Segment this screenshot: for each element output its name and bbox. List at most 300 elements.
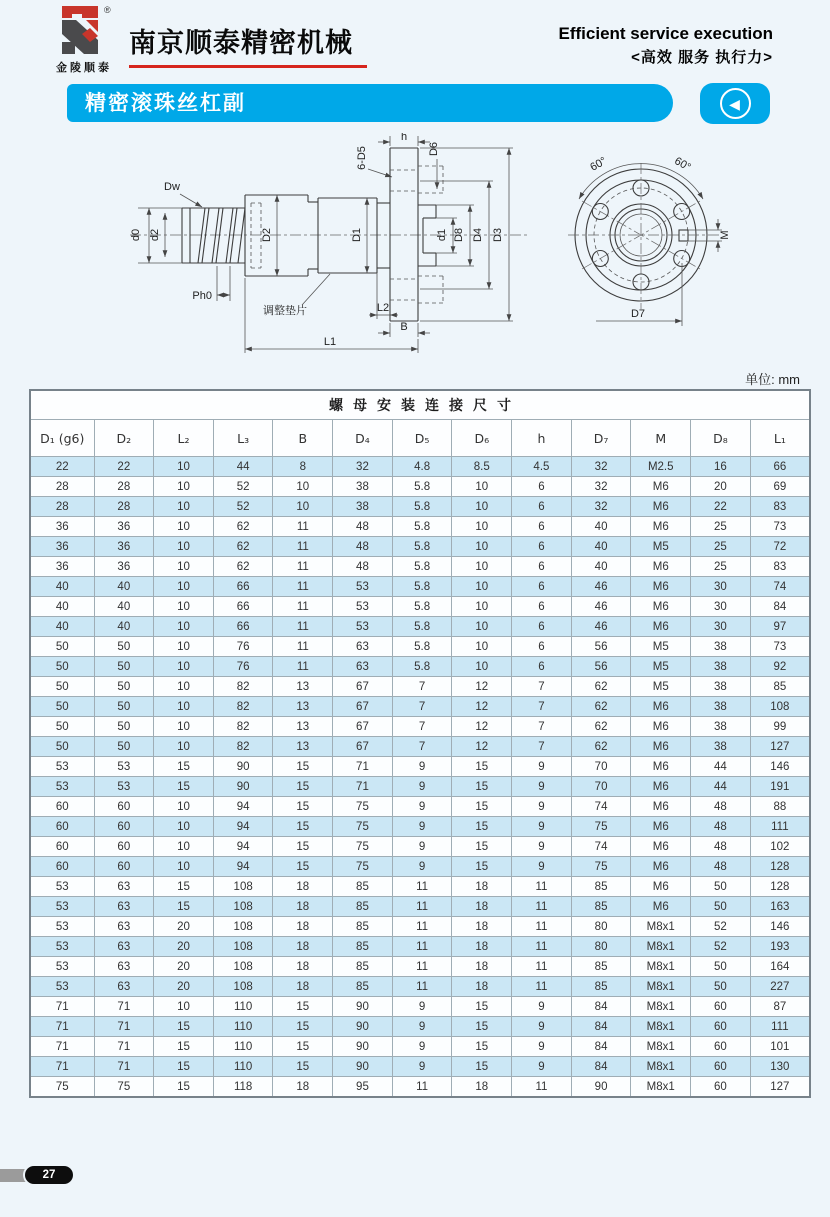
column-header: L₃ <box>213 420 273 457</box>
table-cell: 60 <box>691 1077 751 1098</box>
table-title: 螺母安装连接尺寸 <box>30 390 810 420</box>
table-row <box>30 577 810 597</box>
table-cell: 16 <box>691 457 751 477</box>
table-cell: 22 <box>94 457 154 477</box>
table-cell: 67 <box>333 697 393 717</box>
column-header: D₆ <box>452 420 512 457</box>
svg-text:Dw: Dw <box>164 181 180 193</box>
table-cell: 50 <box>94 637 154 657</box>
table-cell: 71 <box>94 1037 154 1057</box>
table-row <box>30 517 810 537</box>
registered-mark: ® <box>104 5 111 15</box>
back-button[interactable] <box>700 83 770 124</box>
table-cell: 90 <box>333 997 393 1017</box>
table-cell: 50 <box>691 897 751 917</box>
table-cell: 118 <box>213 1077 273 1098</box>
table-cell: 38 <box>691 737 751 757</box>
column-header: L₂ <box>154 420 214 457</box>
table-cell: 6 <box>512 657 572 677</box>
table-cell: 56 <box>571 657 631 677</box>
table-cell: 74 <box>571 837 631 857</box>
table-cell: 71 <box>30 1037 94 1057</box>
table-cell: 10 <box>154 717 214 737</box>
table-cell: 15 <box>273 777 333 797</box>
table-cell: 15 <box>154 1037 214 1057</box>
table-cell: 40 <box>571 517 631 537</box>
table-cell: 128 <box>750 877 810 897</box>
table-cell: 46 <box>571 617 631 637</box>
table-cell: 53 <box>30 977 94 997</box>
table-cell: 18 <box>452 1077 512 1098</box>
table-cell: 10 <box>273 477 333 497</box>
table-cell: 53 <box>30 957 94 977</box>
table-cell: 53 <box>30 877 94 897</box>
table-cell: 11 <box>512 957 572 977</box>
table-cell: M5 <box>631 637 691 657</box>
table-cell: 15 <box>154 1077 214 1098</box>
table-cell: 40 <box>30 617 94 637</box>
table-cell: 85 <box>333 977 393 997</box>
table-cell: 9 <box>392 1017 452 1037</box>
table-cell: 52 <box>213 497 273 517</box>
table-cell: 53 <box>333 577 393 597</box>
table-cell: 71 <box>333 777 393 797</box>
table-cell: 25 <box>691 517 751 537</box>
table-row <box>30 797 810 817</box>
table-cell: 18 <box>273 877 333 897</box>
svg-text:Ph0: Ph0 <box>192 290 212 302</box>
table-cell: 10 <box>452 537 512 557</box>
table-row <box>30 897 810 917</box>
table-cell: 193 <box>750 937 810 957</box>
table-cell: 50 <box>94 657 154 677</box>
table-cell: 40 <box>30 577 94 597</box>
table-cell: 53 <box>30 917 94 937</box>
table-cell: 48 <box>333 517 393 537</box>
table-cell: 66 <box>750 457 810 477</box>
table-cell: 90 <box>333 1037 393 1057</box>
column-header: D₇ <box>571 420 631 457</box>
table-cell: 5.8 <box>392 517 452 537</box>
table-cell: 48 <box>691 817 751 837</box>
table-cell: 5.8 <box>392 557 452 577</box>
table-cell: 40 <box>94 597 154 617</box>
table-cell: 18 <box>273 897 333 917</box>
svg-text:60°: 60° <box>672 155 693 174</box>
table-cell: 46 <box>571 577 631 597</box>
table-cell: 46 <box>571 597 631 617</box>
table-cell: 53 <box>30 937 94 957</box>
table-cell: 10 <box>452 497 512 517</box>
column-header: D₂ <box>94 420 154 457</box>
table-cell: 90 <box>333 1057 393 1077</box>
table-cell: 22 <box>691 497 751 517</box>
table-cell: 20 <box>154 977 214 997</box>
table-cell: 63 <box>94 937 154 957</box>
table-cell: M6 <box>631 837 691 857</box>
table-cell: 11 <box>273 597 333 617</box>
side-view-drawing <box>130 133 530 353</box>
table-row <box>30 537 810 557</box>
table-cell: 11 <box>512 1077 572 1098</box>
table-cell: 146 <box>750 757 810 777</box>
table-cell: 18 <box>273 937 333 957</box>
table-row <box>30 657 810 677</box>
table-row <box>30 857 810 877</box>
table-cell: 76 <box>213 637 273 657</box>
table-row <box>30 817 810 837</box>
table-cell: 80 <box>571 917 631 937</box>
column-header: h <box>512 420 572 457</box>
table-cell: 84 <box>571 1017 631 1037</box>
svg-text:6-D5: 6-D5 <box>356 146 368 170</box>
table-row <box>30 877 810 897</box>
table-cell: 10 <box>154 597 214 617</box>
table-cell: M8x1 <box>631 1077 691 1098</box>
table-cell: M6 <box>631 617 691 637</box>
table-cell: 7 <box>392 677 452 697</box>
table-cell: 18 <box>273 977 333 997</box>
svg-text:D4: D4 <box>472 227 484 243</box>
table-cell: 80 <box>571 937 631 957</box>
table-cell: 15 <box>273 1017 333 1037</box>
table-cell: 10 <box>452 517 512 537</box>
table-cell: 15 <box>273 817 333 837</box>
table-cell: 15 <box>154 1057 214 1077</box>
table-cell: 75 <box>30 1077 94 1098</box>
table-cell: 83 <box>750 497 810 517</box>
table-cell: 110 <box>213 1057 273 1077</box>
table-cell: 48 <box>691 797 751 817</box>
svg-text:D8: D8 <box>453 227 465 243</box>
table-cell: 10 <box>452 557 512 577</box>
table-cell: 11 <box>392 937 452 957</box>
table-cell: 12 <box>452 737 512 757</box>
table-cell: 9 <box>392 1037 452 1057</box>
table-cell: 10 <box>154 737 214 757</box>
table-cell: 62 <box>213 517 273 537</box>
table-cell: 5.8 <box>392 537 452 557</box>
table-cell: 28 <box>94 477 154 497</box>
technical-drawing <box>30 133 805 378</box>
table-cell: 94 <box>213 857 273 877</box>
table-cell: 11 <box>273 517 333 537</box>
table-cell: 11 <box>512 917 572 937</box>
table-cell: 110 <box>213 1017 273 1037</box>
table-cell: 164 <box>750 957 810 977</box>
table-cell: 10 <box>154 657 214 677</box>
table-cell: 85 <box>333 877 393 897</box>
table-cell: 10 <box>154 517 214 537</box>
table-row <box>30 977 810 997</box>
table-cell: 60 <box>30 837 94 857</box>
table-cell: 67 <box>333 677 393 697</box>
table-cell: 94 <box>213 797 273 817</box>
svg-text:h: h <box>400 133 408 143</box>
table-cell: 10 <box>154 677 214 697</box>
table-cell: 71 <box>94 997 154 1017</box>
table-cell: 40 <box>571 537 631 557</box>
table-row <box>30 597 810 617</box>
table-cell: 15 <box>273 1057 333 1077</box>
table-cell: 15 <box>273 857 333 877</box>
table-cell: 36 <box>94 537 154 557</box>
table-cell: 82 <box>213 697 273 717</box>
table-cell: 40 <box>30 597 94 617</box>
table-cell: 38 <box>691 657 751 677</box>
table-cell: M6 <box>631 557 691 577</box>
table-cell: 9 <box>512 1037 572 1057</box>
table-cell: 90 <box>213 757 273 777</box>
table-cell: 50 <box>30 717 94 737</box>
table-cell: 15 <box>273 997 333 1017</box>
table-cell: M5 <box>631 537 691 557</box>
table-cell: 66 <box>213 577 273 597</box>
table-cell: 82 <box>213 737 273 757</box>
table-cell: 90 <box>213 777 273 797</box>
svg-text:D3: D3 <box>492 227 504 243</box>
table-cell: 84 <box>571 997 631 1017</box>
table-cell: 38 <box>691 697 751 717</box>
table-cell: 9 <box>392 777 452 797</box>
svg-text:d0: d0 <box>130 228 142 242</box>
table-cell: M8x1 <box>631 917 691 937</box>
table-cell: 36 <box>30 537 94 557</box>
table-cell: 15 <box>273 1037 333 1057</box>
table-cell: M6 <box>631 577 691 597</box>
table-cell: M8x1 <box>631 1037 691 1057</box>
table-cell: 9 <box>512 997 572 1017</box>
table-cell: 40 <box>94 577 154 597</box>
table-cell: 62 <box>571 717 631 737</box>
table-cell: 11 <box>392 1077 452 1098</box>
table-cell: M5 <box>631 657 691 677</box>
table-cell: 6 <box>512 557 572 577</box>
table-cell: 36 <box>30 557 94 577</box>
table-cell: 52 <box>213 477 273 497</box>
column-header-row <box>30 420 810 457</box>
table-cell: 85 <box>333 937 393 957</box>
table-cell: 84 <box>750 597 810 617</box>
table-cell: 9 <box>392 997 452 1017</box>
table-cell: 6 <box>512 477 572 497</box>
table-cell: 11 <box>273 577 333 597</box>
table-cell: 60 <box>691 1037 751 1057</box>
table-cell: 13 <box>273 717 333 737</box>
table-cell: 6 <box>512 577 572 597</box>
table-cell: 50 <box>30 697 94 717</box>
table-cell: 56 <box>571 637 631 657</box>
table-cell: 30 <box>691 577 751 597</box>
table-cell: 191 <box>750 777 810 797</box>
table-cell: 18 <box>273 957 333 977</box>
table-cell: 11 <box>392 877 452 897</box>
table-cell: 75 <box>571 817 631 837</box>
table-title-row <box>30 390 810 420</box>
table-cell: 15 <box>452 997 512 1017</box>
table-cell: 50 <box>94 717 154 737</box>
table-row <box>30 477 810 497</box>
table-cell: 10 <box>452 657 512 677</box>
table-cell: 108 <box>213 897 273 917</box>
table-cell: 60 <box>691 1057 751 1077</box>
section-title-bar <box>67 84 673 122</box>
table-cell: 108 <box>213 877 273 897</box>
svg-text:D2: D2 <box>261 227 273 243</box>
column-header: B <box>273 420 333 457</box>
table-cell: 71 <box>30 997 94 1017</box>
table-cell: 10 <box>452 597 512 617</box>
column-header: D₄ <box>333 420 393 457</box>
table-cell: 10 <box>452 477 512 497</box>
table-cell: 11 <box>392 917 452 937</box>
table-cell: 60 <box>94 857 154 877</box>
table-cell: 38 <box>333 497 393 517</box>
table-cell: 44 <box>691 757 751 777</box>
table-cell: 62 <box>571 737 631 757</box>
table-cell: 18 <box>452 977 512 997</box>
table-cell: 28 <box>30 477 94 497</box>
page-number-badge <box>25 1166 73 1184</box>
table-cell: 11 <box>512 877 572 897</box>
table-cell: 36 <box>30 517 94 537</box>
table-cell: 94 <box>213 837 273 857</box>
back-circle <box>720 88 751 119</box>
table-cell: 227 <box>750 977 810 997</box>
table-cell: 18 <box>273 917 333 937</box>
table-cell: 9 <box>512 1017 572 1037</box>
table-row <box>30 777 810 797</box>
table-cell: 5.8 <box>392 497 452 517</box>
table-cell: 15 <box>452 817 512 837</box>
table-cell: M8x1 <box>631 1017 691 1037</box>
table-cell: 48 <box>333 557 393 577</box>
table-cell: 63 <box>333 657 393 677</box>
table-row <box>30 1017 810 1037</box>
table-cell: 9 <box>392 817 452 837</box>
table-cell: 71 <box>94 1057 154 1077</box>
table-cell: 12 <box>452 677 512 697</box>
table-cell: 9 <box>512 857 572 877</box>
table-cell: 8.5 <box>452 457 512 477</box>
table-cell: 15 <box>273 837 333 857</box>
table-cell: 6 <box>512 517 572 537</box>
table-cell: 71 <box>30 1057 94 1077</box>
table-cell: 63 <box>94 917 154 937</box>
table-cell: 9 <box>512 817 572 837</box>
svg-text:B: B <box>400 321 408 333</box>
svg-text:M: M <box>719 230 731 240</box>
table-cell: 62 <box>213 557 273 577</box>
table-cell: 163 <box>750 897 810 917</box>
table-cell: 82 <box>213 677 273 697</box>
page-number: 27 <box>42 1169 56 1181</box>
table-cell: 6 <box>512 497 572 517</box>
table-cell: M8x1 <box>631 937 691 957</box>
table-cell: 6 <box>512 597 572 617</box>
table-cell: 67 <box>333 717 393 737</box>
flange-front-view <box>568 155 731 326</box>
table-cell: M6 <box>631 817 691 837</box>
table-cell: 11 <box>273 637 333 657</box>
table-cell: 38 <box>691 677 751 697</box>
table-cell: 5.8 <box>392 597 452 617</box>
svg-text:L1: L1 <box>323 336 337 348</box>
table-row <box>30 1077 810 1098</box>
table-cell: 92 <box>750 657 810 677</box>
table-cell: 13 <box>273 677 333 697</box>
table-cell: 30 <box>691 597 751 617</box>
table-cell: 53 <box>94 757 154 777</box>
table-cell: 11 <box>273 657 333 677</box>
table-cell: 130 <box>750 1057 810 1077</box>
table-cell: 85 <box>333 917 393 937</box>
table-cell: 70 <box>571 757 631 777</box>
table-cell: 10 <box>154 537 214 557</box>
table-cell: M6 <box>631 497 691 517</box>
table-cell: 5.8 <box>392 617 452 637</box>
table-cell: M8x1 <box>631 997 691 1017</box>
table-cell: 10 <box>154 477 214 497</box>
table-cell: 73 <box>750 637 810 657</box>
table-cell: 36 <box>94 557 154 577</box>
table-cell: 90 <box>333 1017 393 1037</box>
table-cell: 7 <box>512 717 572 737</box>
table-cell: 9 <box>392 757 452 777</box>
table-cell: 40 <box>571 557 631 577</box>
table-cell: 13 <box>273 737 333 757</box>
table-cell: 53 <box>333 597 393 617</box>
column-header: D₅ <box>392 420 452 457</box>
company-name: 南京顺泰精密机械 <box>129 21 367 68</box>
table-cell: 75 <box>333 817 393 837</box>
table-cell: 71 <box>333 757 393 777</box>
table-cell: 76 <box>213 657 273 677</box>
table-cell: M6 <box>631 857 691 877</box>
table-row <box>30 1057 810 1077</box>
table-row <box>30 917 810 937</box>
logo-caption: 金陵顺泰 <box>56 61 112 74</box>
table-cell: 108 <box>213 917 273 937</box>
table-cell: 84 <box>571 1057 631 1077</box>
table-cell: 75 <box>571 857 631 877</box>
table-cell: 11 <box>512 897 572 917</box>
table-cell: 75 <box>333 857 393 877</box>
table-cell: 15 <box>452 757 512 777</box>
table-cell: 48 <box>691 837 751 857</box>
table-cell: 7 <box>392 717 452 737</box>
table-cell: M6 <box>631 717 691 737</box>
table-cell: 25 <box>691 557 751 577</box>
table-row <box>30 837 810 857</box>
column-header: M <box>631 420 691 457</box>
table-cell: 101 <box>750 1037 810 1057</box>
table-cell: 18 <box>452 937 512 957</box>
table-cell: 7 <box>512 677 572 697</box>
table-cell: 60 <box>30 817 94 837</box>
table-cell: 146 <box>750 917 810 937</box>
svg-text:60°: 60° <box>588 155 609 174</box>
table-row <box>30 737 810 757</box>
table-cell: 84 <box>571 1037 631 1057</box>
table-cell: 50 <box>30 677 94 697</box>
table-cell: 20 <box>154 917 214 937</box>
table-cell: 28 <box>94 497 154 517</box>
table-cell: 7 <box>512 697 572 717</box>
table-row <box>30 937 810 957</box>
table-cell: 62 <box>571 697 631 717</box>
table-cell: 11 <box>273 557 333 577</box>
